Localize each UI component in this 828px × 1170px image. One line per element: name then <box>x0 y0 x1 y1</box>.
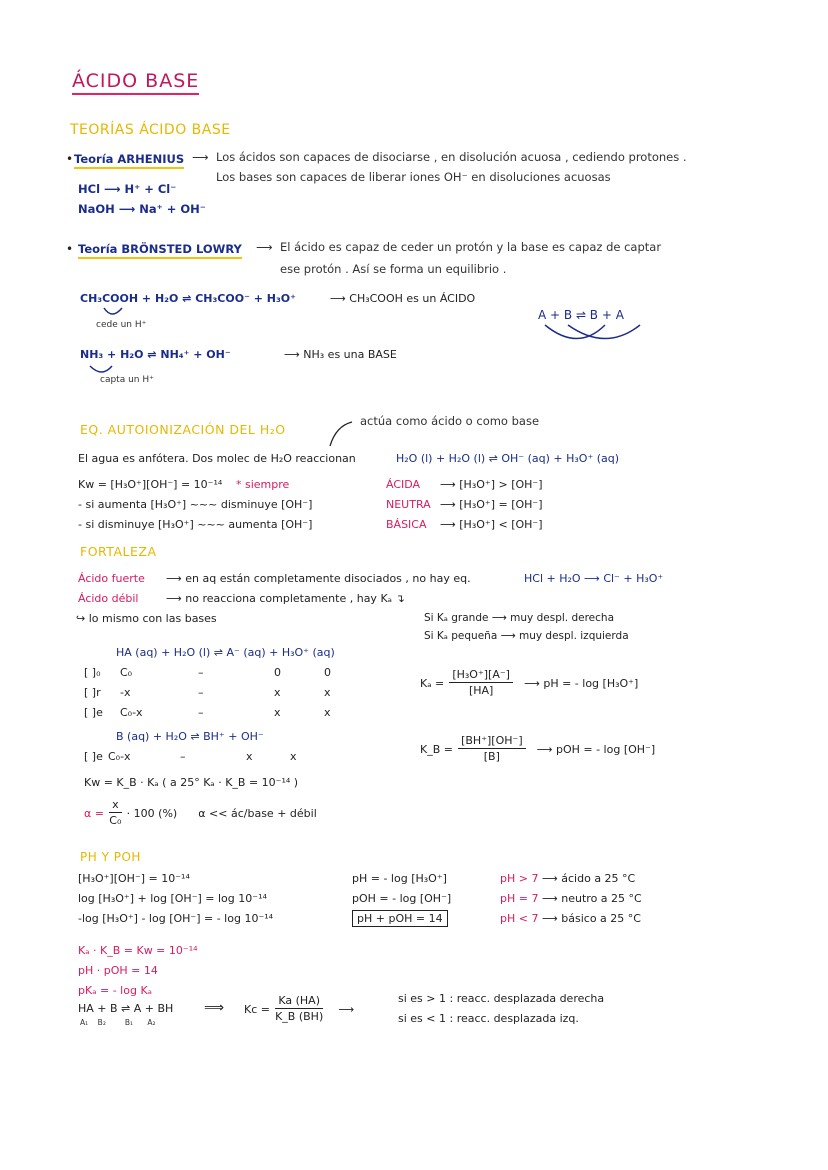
eq-naoh: NaOH ⟶ Na⁺ + OH⁻ <box>78 202 206 216</box>
ice-cell: [ ]e <box>84 706 103 719</box>
basica-label: BÁSICA <box>386 518 427 531</box>
ka-small-note: Si Kₐ pequeña ⟶ muy despl. izquierda <box>424 630 629 642</box>
eq-acetic: CH₃COOH + H₂O ⇌ CH₃COO⁻ + H₃O⁺ <box>80 292 296 305</box>
acida-label: ÁCIDA <box>386 478 421 491</box>
ice-cell: C₀-x <box>120 706 143 719</box>
kc-denominator: K_B (BH) <box>275 1010 324 1023</box>
ka-numerator: [H₃O⁺][A⁻] <box>449 668 513 683</box>
ice-cell: [ ]₀ <box>84 666 101 679</box>
autoionization-eq: H₂O (l) + H₂O (l) ⇌ OH⁻ (aq) + H₃O⁺ (aq) <box>396 452 620 465</box>
ph-neutral-value: ⟶ neutro a 25 °C <box>542 892 642 905</box>
ice-cell: C₀-x <box>108 750 131 763</box>
kw-line: Kw = [H₃O⁺][OH⁻] = 10⁻¹⁴ <box>78 478 223 491</box>
ka-fraction <box>449 668 513 697</box>
kc-fraction <box>275 994 323 1023</box>
capta-arc <box>90 366 112 372</box>
alpha-label: α = <box>84 807 104 820</box>
ph-line-3: -log [H₃O⁺] - log [OH⁻] = - log 10⁻¹⁴ <box>78 912 274 925</box>
ph-neutral-label: pH = 7 <box>500 892 539 905</box>
bullet-arrhenius: • <box>66 152 74 166</box>
ab-equilibrium: A + B ⇌ B + A <box>538 308 624 322</box>
ph-acid-value: ⟶ ácido a 25 °C <box>542 872 636 885</box>
ka-label: Kₐ = <box>420 677 445 690</box>
ice-cell: 0 <box>324 666 331 679</box>
same-bases-note: ↪ lo mismo con las bases <box>76 612 217 625</box>
ph-definition-2: pH = - log [H₃O⁺] <box>352 872 447 885</box>
acts-arrow <box>330 422 352 446</box>
bronsted-text-2: ese protón . Así se forma un equilibrio . <box>280 262 507 276</box>
ice-cell: – <box>198 686 204 699</box>
ice-cell: x <box>324 686 331 699</box>
ka-denominator: [HA] <box>468 684 494 697</box>
eq-hcl: HCl ⟶ H⁺ + Cl⁻ <box>78 182 177 196</box>
kb-label: K_B = <box>420 743 453 756</box>
strong-acid-label: Ácido fuerte <box>78 572 145 585</box>
kb-denominator: [B] <box>483 750 500 763</box>
poh-definition-2: pOH = - log [OH⁻] <box>352 892 452 905</box>
arrhenius-text-1: Los ácidos son capaces de disociarse , en disolución acuosa , cediendo protones . <box>216 150 687 164</box>
weak-acid-label: Ácido débil <box>78 592 139 605</box>
capta-label: capta un H⁺ <box>100 375 154 385</box>
bronsted-text-1: El ácido es capaz de ceder un protón y la base es capaz de captar <box>280 240 662 254</box>
ice-cell: 0 <box>274 666 281 679</box>
arrhenius-label: Teoría ARHENIUS <box>74 152 184 169</box>
section-strength-heading: FORTALEZA <box>80 544 157 559</box>
kc-rule-2: si es < 1 : reacc. desplazada izq. <box>398 1012 579 1025</box>
cede-label: cede un H⁺ <box>96 320 147 330</box>
neutra-value: ⟶ [H₃O⁺] = [OH⁻] <box>440 498 543 511</box>
strong-acid-text: ⟶ en aq están completamente disociados , no hay eq. <box>166 572 471 585</box>
weak-acid-text: ⟶ no reacciona completamente , hay Kₐ ↴ <box>166 592 405 605</box>
ph-line-1: [H₃O⁺][OH⁻] = 10⁻¹⁴ <box>78 872 190 885</box>
kc-numerator: Ka (HA) <box>275 994 323 1009</box>
ice-cell: [ ]e <box>84 750 103 763</box>
ph-line-2: log [H₃O⁺] + log [OH⁻] = log 10⁻¹⁴ <box>78 892 267 905</box>
alpha-denominator: C₀ <box>109 814 122 827</box>
ka-big-note: Si Kₐ grande ⟶ muy despl. derecha <box>424 612 614 624</box>
amphoteric-line: El agua es anfótera. Dos molec de H₂O reaccionan <box>78 452 356 465</box>
cede-arc <box>104 308 122 314</box>
siempre-note: * siempre <box>236 478 290 491</box>
conjugate-eq: HA + B ⇌ A + BH <box>78 1002 174 1015</box>
ph-poh-sum: pH + pOH = 14 <box>352 910 448 927</box>
ph-basic-label: pH < 7 <box>500 912 539 925</box>
ice-cell: -x <box>120 686 131 699</box>
kc-rule-1: si es > 1 : reacc. desplazada derecha <box>398 992 605 1005</box>
page-title: ÁCIDO BASE <box>72 70 199 95</box>
ab-arc-1 <box>545 325 605 339</box>
decrease-line: - si disminuye [H₃O⁺] ~~~ aumenta [OH⁻] <box>78 518 313 531</box>
bronsted-label: Teoría BRÖNSTED LOWRY <box>78 242 242 259</box>
conjugate-subscripts: A₁ B₂ B₁ A₂ <box>80 1018 156 1027</box>
kw-relation: Kw = K_B · Kₐ ( a 25° Kₐ · K_B = 10⁻¹⁴ ) <box>84 776 299 789</box>
ice-cell: – <box>180 750 186 763</box>
alpha-expression <box>84 798 317 827</box>
alpha-tail: · 100 (%) <box>126 807 178 820</box>
ice-cell: x <box>274 686 281 699</box>
ice-cell: – <box>198 706 204 719</box>
alpha-numerator: x <box>109 798 122 813</box>
acida-value: ⟶ [H₃O⁺] > [OH⁻] <box>440 478 543 491</box>
kc-label: Kc = <box>244 1003 270 1016</box>
arrow-bronsted: ⟶ <box>256 240 273 254</box>
ice-cell: [ ]r <box>84 686 101 699</box>
kb-numerator: [BH⁺][OH⁻] <box>458 734 526 749</box>
ice-cell: x <box>274 706 281 719</box>
ice-eq: HA (aq) + H₂O (l) ⇌ A⁻ (aq) + H₃O⁺ (aq) <box>116 646 335 659</box>
alpha-fraction <box>109 798 122 827</box>
kc-arrow: ⟶ <box>338 1003 355 1016</box>
ice-cell: x <box>290 750 297 763</box>
bullet-bronsted: • <box>66 242 74 256</box>
base-eq: B (aq) + H₂O ⇌ BH⁺ + OH⁻ <box>116 730 264 743</box>
section-ph-heading: PH Y POH <box>80 850 141 864</box>
neutra-label: NEUTRA <box>386 498 431 511</box>
ph-basic-value: ⟶ básico a 25 °C <box>542 912 641 925</box>
pair-line-1: Kₐ · K_B = Kw = 10⁻¹⁴ <box>78 944 198 957</box>
section-theories-heading: TEORÍAS ÁCIDO BASE <box>70 122 231 138</box>
eq-nh3: NH₃ + H₂O ⇌ NH₄⁺ + OH⁻ <box>80 348 231 361</box>
ph-definition: ⟶ pH = - log [H₃O⁺] <box>524 677 639 690</box>
implies-symbol: ⟹ <box>204 1000 225 1016</box>
kc-expression <box>244 994 354 1023</box>
poh-definition: ⟶ pOH = - log [OH⁻] <box>536 743 656 756</box>
ka-expression <box>420 668 638 697</box>
ice-cell: – <box>198 666 204 679</box>
increase-line: - si aumenta [H₃O⁺] ~~~ disminuye [OH⁻] <box>78 498 313 511</box>
ice-cell: x <box>324 706 331 719</box>
pair-line-2: pH · pOH = 14 <box>78 964 158 977</box>
arrhenius-text-2: Los bases son capaces de liberar iones OH⁻ en disoluciones acuosas <box>216 170 611 184</box>
ab-arc-2 <box>568 325 640 339</box>
ice-cell: x <box>246 750 253 763</box>
acts-note: actúa como ácido o como base <box>360 414 540 428</box>
kb-fraction <box>458 734 526 763</box>
arrow-arrhenius: ⟶ <box>192 150 209 164</box>
ice-cell: C₀ <box>120 666 133 679</box>
basica-value: ⟶ [H₃O⁺] < [OH⁻] <box>440 518 543 531</box>
kb-expression <box>420 734 655 763</box>
alpha-note: α << ác/base + débil <box>198 807 317 820</box>
eq-acetic-note: ⟶ CH₃COOH es un ÁCIDO <box>330 292 476 305</box>
section-autoionization-heading: EQ. AUTOIONIZACIÓN DEL H₂O <box>80 422 286 437</box>
strong-acid-eq: HCl + H₂O ⟶ Cl⁻ + H₃O⁺ <box>524 572 664 585</box>
ph-acid-label: pH > 7 <box>500 872 539 885</box>
pair-line-3: pKₐ = - log Kₐ <box>78 984 152 997</box>
eq-nh3-note: ⟶ NH₃ es una BASE <box>284 348 397 361</box>
